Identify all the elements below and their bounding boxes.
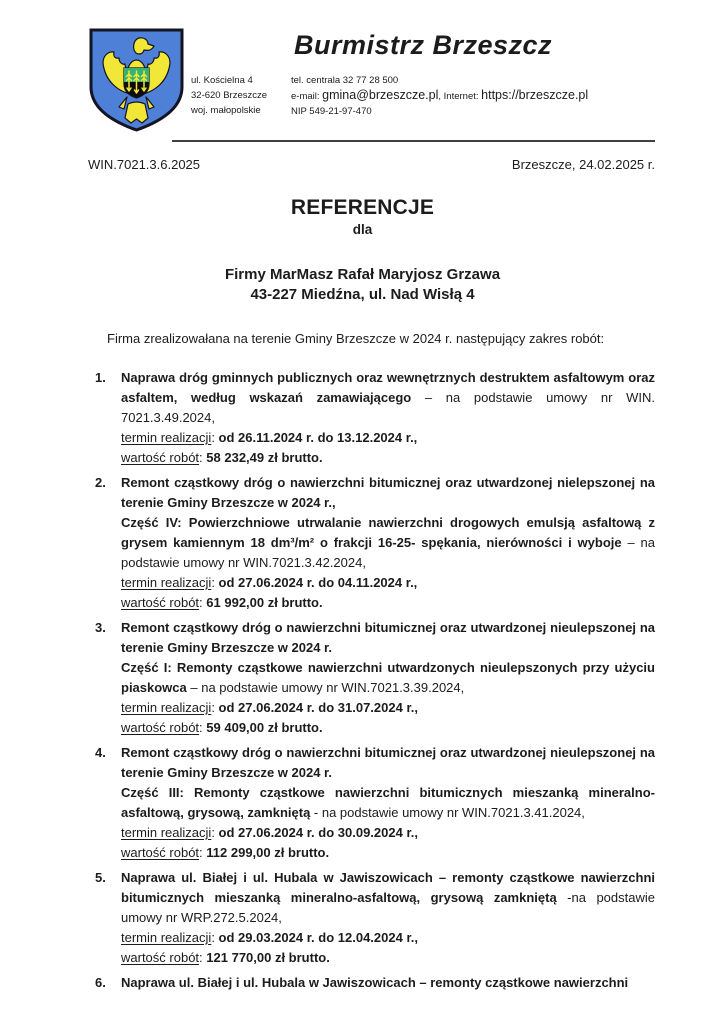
item-paragraph: Część III: Remonty cząstkowe nawierzchni bitumicznych mieszanką mineralno-asfaltową, grysową, zamkniętą - na podstawie umowy nr WIN.7021.3.41.2024, (121, 785, 655, 820)
reference-row (88, 157, 655, 172)
place-date: Brzeszcze, 24.02.2025 r. (511, 157, 655, 172)
address-line-city: 32-620 Brzeszcze (191, 90, 268, 101)
recipient-name: Firmy MarMasz Rafał Maryjosz Grzawa (224, 266, 501, 283)
item-paragraph: Naprawa ul. Białej i ul. Hubala w Jawiszowicach – remonty cząstkowe nawierzchni bitumicznych mieszanką mineralno-asfaltową, grysową zamkniętą -na podstawie umowy nr WRP.272.5.2024, (121, 870, 655, 925)
item-paragraph: wartość robót: 58 232,49 zł brutto. (121, 450, 323, 465)
item-paragraph: termin realizacji: od 29.03.2024 r. do 12.04.2024 r., (121, 930, 419, 945)
coat-of-arms-icon (88, 27, 185, 133)
item-number: 1. (95, 370, 106, 385)
document-title: REFERENCJE (290, 196, 435, 219)
work-item (95, 618, 655, 738)
recipient-address: 43-227 Miedźna, ul. Nad Wisłą 4 (250, 286, 475, 303)
item-paragraph: termin realizacji: od 27.06.2024 r. do 30.09.2024 r., (121, 825, 419, 840)
item-body (121, 368, 655, 468)
work-item (95, 368, 655, 468)
organization-title: Burmistrz Brzeszcz (293, 30, 553, 60)
item-paragraph: wartość robót: 121 770,00 zł brutto. (121, 950, 330, 965)
item-body (121, 743, 655, 863)
item-number: 6. (95, 975, 106, 990)
contact-column (291, 73, 655, 119)
document-subtitle: dla (352, 222, 373, 237)
address-column (191, 73, 291, 119)
item-body (121, 973, 655, 993)
item-body (121, 473, 655, 613)
item-paragraph: Naprawa ul. Białej i ul. Hubala w Jawiszowicach – remonty cząstkowe nawierzchni (121, 975, 629, 990)
item-number: 4. (95, 745, 106, 760)
address-line-street: ul. Kościelna 4 (191, 75, 253, 86)
item-paragraph: Część I: Remonty cząstkowe nawierzchni utwardzonych nieulepszonych przy użyciu piaskowca – na podstawie umowy nr WIN.7021.3.39.2024, (121, 660, 655, 695)
item-paragraph: Remont cząstkowy dróg o nawierzchni bitumicznej oraz utwardzonej nielepszonej na terenie Gminy Brzeszcze w 2024 r., (121, 475, 655, 510)
item-paragraph: termin realizacji: od 26.11.2024 r. do 13.12.2024 r., (121, 430, 418, 445)
works-list (95, 368, 655, 993)
work-item (95, 973, 655, 993)
item-paragraph: wartość robót: 112 299,00 zł brutto. (121, 845, 330, 860)
item-number: 3. (95, 620, 106, 635)
item-paragraph: Remont cząstkowy dróg o nawierzchni bitumicznej oraz utwardzonej nieulepszonej na terenie Gminy Brzeszcze w 2024 r. (121, 620, 655, 655)
item-number: 2. (95, 475, 106, 490)
letterhead-right (185, 27, 655, 133)
work-item (95, 473, 655, 613)
nip-line: NIP 549-21-97-470 (291, 106, 372, 117)
item-paragraph: termin realizacji: od 27.06.2024 r. do 31.07.2024 r., (121, 700, 419, 715)
work-item (95, 743, 655, 863)
item-body (121, 868, 655, 968)
item-paragraph: Naprawa dróg gminnych publicznych oraz wewnętrznych destruktem asfaltowym oraz asfaltem, według wskazań zamawiającego – na podstawie umowy nr WIN. 7021.3.49.2024, (121, 370, 656, 425)
item-paragraph: wartość robót: 61 992,00 zł brutto. (121, 595, 323, 610)
work-item (95, 868, 655, 968)
contact-block (191, 73, 655, 119)
address-line-voivodeship: woj. małopolskie (191, 105, 261, 116)
item-body (121, 618, 655, 738)
intro-paragraph: Firma zrealizowałana na terenie Gminy Brzeszcze w 2024 r. następujący zakres robót: (107, 331, 605, 346)
case-number: WIN.7021.3.6.2025 (88, 157, 201, 172)
item-number: 5. (95, 870, 106, 885)
phone-line: tel. centrala 32 77 28 500 (291, 75, 399, 86)
item-paragraph: Remont cząstkowy dróg o nawierzchni bitumicznej oraz utwardzonej nieulepszonej na terenie Gminy Brzeszcze w 2024 r. (121, 745, 655, 780)
recipient-block (0, 265, 725, 305)
item-paragraph: wartość robót: 59 409,00 zł brutto. (121, 720, 323, 735)
item-paragraph: Część IV: Powierzchniowe utrwalanie nawierzchni drogowych emulsją asfaltową z grysem kamiennym 18 dm³/m² o frakcji 16-25- spękania, nierówności i wyboje – na podstawie umowy nr WIN.7021.3.42.2024, (121, 515, 655, 570)
header-divider (172, 140, 655, 142)
letterhead (88, 27, 655, 133)
item-paragraph: termin realizacji: od 27.06.2024 r. do 04.11.2024 r., (121, 575, 418, 590)
email-line: e-mail: gmina@brzeszcze.pl, Internet: https://brzeszcze.pl (291, 88, 589, 102)
